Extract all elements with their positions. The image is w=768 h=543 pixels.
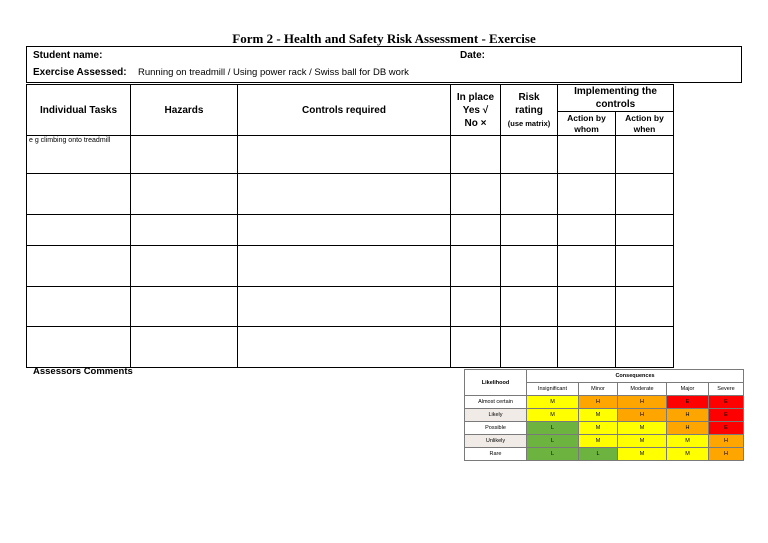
example-task-cell[interactable]: e g climbing onto treadmill xyxy=(27,136,131,174)
matrix-cell: E xyxy=(667,396,709,409)
matrix-cell: M xyxy=(618,422,667,435)
matrix-cell: M xyxy=(667,448,709,461)
header-action-by-whom xyxy=(558,112,616,136)
matrix-row xyxy=(465,409,744,422)
table-cell[interactable] xyxy=(238,287,451,327)
risk-line-3: (use matrix) xyxy=(507,118,551,128)
matrix-col-header: Minor xyxy=(579,383,618,396)
table-cell[interactable] xyxy=(451,246,501,287)
matrix-col-header: Insignificant xyxy=(527,383,579,396)
by-whom-line-2: whom xyxy=(574,123,599,134)
matrix-row-label: Possible xyxy=(465,422,527,435)
table-row xyxy=(27,136,743,174)
matrix-cell: H xyxy=(709,448,744,461)
matrix-col-header: Severe xyxy=(709,383,744,396)
matrix-cell: H xyxy=(667,422,709,435)
table-row xyxy=(27,246,743,287)
matrix-cell: E xyxy=(709,396,744,409)
matrix-cell: H xyxy=(618,396,667,409)
table-cell[interactable] xyxy=(451,327,501,368)
matrix-row-label: Unlikely xyxy=(465,435,527,448)
by-when-line-2: when xyxy=(633,123,656,134)
matrix-cell: M xyxy=(579,409,618,422)
table-cell[interactable] xyxy=(131,327,238,368)
table-cell[interactable] xyxy=(238,174,451,215)
table-cell[interactable] xyxy=(501,246,558,287)
matrix-row-label: Rare xyxy=(465,448,527,461)
table-cell[interactable] xyxy=(27,287,131,327)
matrix-col-header: Major xyxy=(667,383,709,396)
header-risk-rating xyxy=(501,85,558,136)
matrix-cell: M xyxy=(579,435,618,448)
table-cell[interactable] xyxy=(27,215,131,246)
matrix-cell: L xyxy=(527,435,579,448)
table-cell[interactable] xyxy=(558,215,616,246)
matrix-row xyxy=(465,435,744,448)
exercise-assessed-label: Exercise Assessed: xyxy=(33,67,127,78)
in-place-line-2: Yes √ xyxy=(462,104,489,116)
matrix-cell: L xyxy=(527,422,579,435)
table-cell[interactable] xyxy=(558,174,616,215)
table-cell[interactable] xyxy=(558,287,616,327)
student-info-box xyxy=(26,46,742,83)
table-cell[interactable] xyxy=(501,327,558,368)
matrix-row xyxy=(465,448,744,461)
table-cell[interactable] xyxy=(451,287,501,327)
table-cell[interactable] xyxy=(616,287,674,327)
assessors-comments-label: Assessors Comments xyxy=(33,366,133,377)
table-cell[interactable] xyxy=(238,136,451,174)
table-cell[interactable] xyxy=(27,174,131,215)
table-cell[interactable] xyxy=(558,246,616,287)
table-row xyxy=(27,287,743,327)
matrix-cell: M xyxy=(618,448,667,461)
header-controls-required: Controls required xyxy=(238,85,451,136)
table-cell[interactable] xyxy=(616,327,674,368)
matrix-cell: H xyxy=(667,409,709,422)
matrix-row xyxy=(465,396,744,409)
matrix-row-label: Almost certain xyxy=(465,396,527,409)
matrix-col-header: Moderate xyxy=(618,383,667,396)
risk-matrix xyxy=(464,369,744,461)
in-place-line-3: No × xyxy=(464,117,487,129)
form-title: Form 2 - Health and Safety Risk Assessment - Exercise xyxy=(232,31,536,46)
table-cell[interactable] xyxy=(131,246,238,287)
matrix-cell: H xyxy=(709,435,744,448)
in-place-line-1: In place xyxy=(456,91,495,103)
matrix-cell: E xyxy=(709,422,744,435)
table-cell[interactable] xyxy=(451,136,501,174)
table-cell[interactable] xyxy=(238,215,451,246)
matrix-cell: M xyxy=(667,435,709,448)
implementing-line-1: Implementing the xyxy=(574,86,657,97)
header-in-place xyxy=(451,85,501,136)
by-whom-line-1: Action by xyxy=(567,112,606,123)
header-implementing-controls xyxy=(558,85,674,112)
risk-line-1: Risk xyxy=(518,91,540,103)
matrix-row xyxy=(465,422,744,435)
matrix-cell: H xyxy=(618,409,667,422)
matrix-consequences-label: Consequences xyxy=(527,370,744,383)
table-cell[interactable] xyxy=(558,327,616,368)
risk-assessment-table xyxy=(26,84,743,368)
by-when-line-1: Action by xyxy=(625,112,664,123)
matrix-cell: H xyxy=(579,396,618,409)
matrix-cell: M xyxy=(527,409,579,422)
matrix-cell: E xyxy=(709,409,744,422)
table-cell[interactable] xyxy=(616,246,674,287)
matrix-cell: M xyxy=(527,396,579,409)
exercise-assessed-value: Running on treadmill / Using power rack / Swiss ball for DB work xyxy=(138,67,409,78)
table-cell[interactable] xyxy=(501,174,558,215)
table-cell[interactable] xyxy=(131,287,238,327)
table-cell[interactable] xyxy=(238,327,451,368)
implementing-line-2: controls xyxy=(595,99,636,110)
table-cell[interactable] xyxy=(501,287,558,327)
table-cell[interactable] xyxy=(238,246,451,287)
table-cell[interactable] xyxy=(27,327,131,368)
header-individual-tasks: Individual Tasks xyxy=(27,85,131,136)
table-cell[interactable] xyxy=(558,136,616,174)
table-cell[interactable] xyxy=(131,215,238,246)
matrix-cell: M xyxy=(579,422,618,435)
table-row xyxy=(27,215,743,246)
table-cell[interactable] xyxy=(616,136,674,174)
risk-line-2: rating xyxy=(515,104,543,116)
table-cell[interactable] xyxy=(451,215,501,246)
table-cell[interactable] xyxy=(451,174,501,215)
table-cell[interactable] xyxy=(616,174,674,215)
table-row xyxy=(27,327,743,368)
table-cell[interactable] xyxy=(616,215,674,246)
header-action-by-when xyxy=(616,112,674,136)
matrix-likelihood-label: Likelihood xyxy=(465,370,527,396)
matrix-cell: L xyxy=(579,448,618,461)
matrix-cell: L xyxy=(527,448,579,461)
matrix-cell: M xyxy=(618,435,667,448)
table-cell[interactable] xyxy=(501,136,558,174)
student-name-label: Student name: xyxy=(33,50,103,61)
table-cell[interactable] xyxy=(131,174,238,215)
table-cell[interactable] xyxy=(131,136,238,174)
date-label: Date: xyxy=(460,50,486,61)
table-row xyxy=(27,174,743,215)
matrix-row-label: Likely xyxy=(465,409,527,422)
table-cell[interactable] xyxy=(27,246,131,287)
header-hazards: Hazards xyxy=(131,85,238,136)
table-cell[interactable] xyxy=(501,215,558,246)
